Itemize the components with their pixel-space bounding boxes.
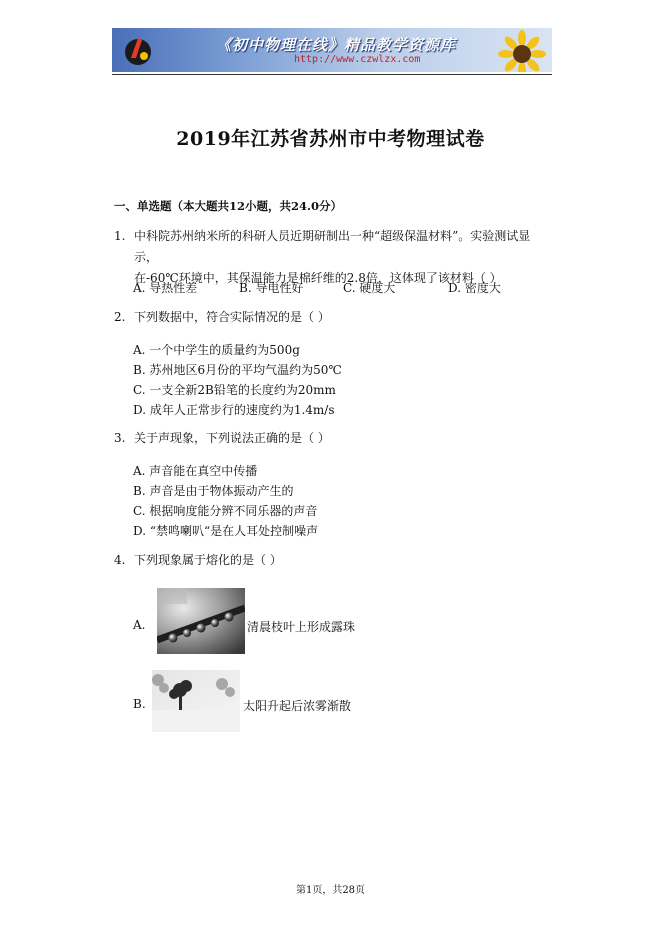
option-c: C. 一支全新2B铅笔的长度约为20mm (133, 383, 336, 397)
fog-photo (152, 670, 240, 732)
question-text: 关于声现象，下列说法正确的是（ ） (134, 431, 330, 445)
option-b-label: B. (133, 697, 146, 711)
option-a-label: A. (133, 618, 146, 632)
banner-divider (112, 74, 552, 75)
options-row (133, 279, 553, 295)
option-c: C. 硬度大 (343, 281, 396, 295)
question-number: 4. (114, 553, 126, 567)
question-number: 1. (114, 229, 126, 243)
option-a: A. 声音能在真空中传播 (133, 464, 258, 478)
option-a: A. 一个中学生的质量约为500g (133, 343, 300, 357)
option-b: B. 声音是由于物体振动产生的 (133, 484, 294, 498)
dew-drops-photo (157, 588, 245, 654)
question-text: 下列数据中，符合实际情况的是（ ） (134, 310, 330, 324)
option-a-caption: 清晨枝叶上形成露珠 (247, 620, 356, 634)
banner-url: http://www.czwlzx.com (294, 54, 421, 65)
question-3 (114, 428, 554, 449)
sunflower-icon (498, 30, 546, 72)
question-4 (114, 550, 554, 571)
banner-title: 《初中物理在线》精品教学资源库 (216, 36, 457, 54)
question-line: 在-60℃环境中，其保温能力是棉纤维的2.8倍，这体现了该材料（ ） (134, 271, 502, 285)
option-a: A. 导热性差 (133, 281, 198, 295)
option-b: B. 导电性好 (239, 281, 304, 295)
option-d: D. 密度大 (448, 281, 501, 295)
page-footer: 第1页，共28页 (295, 885, 366, 896)
question-2 (114, 307, 554, 328)
option-b: B. 苏州地区6月份的平均气温约为50℃ (133, 363, 342, 377)
header-banner (112, 28, 552, 72)
question-number: 3. (114, 431, 126, 445)
document-title: 2019年江苏省苏州市中考物理试卷 (176, 128, 485, 150)
option-b-caption: 太阳升起后浓雾渐散 (243, 699, 352, 713)
option-d: D. 成年人正常步行的速度约为1.4m/s (133, 403, 335, 417)
question-line: 中科院苏州纳米所的科研人员近期研制出一种“超级保温材料”。实验测试显示， (134, 229, 531, 264)
option-d: D. “禁鸣喇叭“是在人耳处控制噪声 (133, 524, 319, 538)
question-text: 下列现象属于熔化的是（ ） (134, 553, 282, 567)
logo-icon (120, 32, 156, 68)
option-c: C. 根据响度能分辨不同乐器的声音 (133, 504, 318, 518)
section-heading: 一、单选题（本大题共12小题，共24.0分） (114, 199, 343, 213)
question-number: 2. (114, 310, 126, 324)
question-1 (114, 226, 554, 285)
